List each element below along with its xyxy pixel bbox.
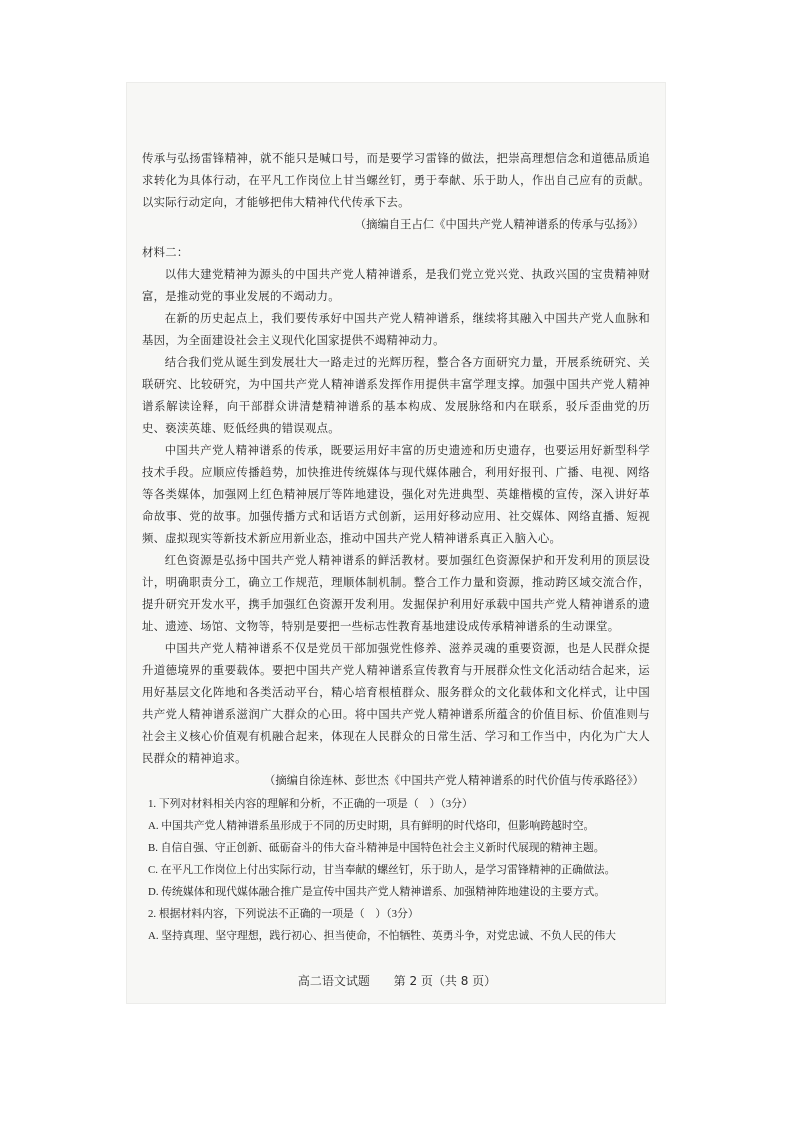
material-2-label: 材料二： bbox=[142, 245, 189, 259]
footer-subject: 高二语文试题 bbox=[297, 974, 370, 988]
footer-page-number: 第 2 页（共 8 页） bbox=[393, 974, 497, 988]
question-1-option-c: C. 在平凡工作岗位上付出实际行动，甘当奉献的螺丝钉，乐于助人，是学习雷锋精神的正确做法。 bbox=[148, 864, 616, 876]
question-2: 2. 根据材料内容，下列说法不正确的一项是（ ）（3分） bbox=[148, 908, 419, 920]
paragraph-7: 中国共产党人精神谱系不仅是党员干部加强党性修养、滋养灵魂的重要资源，也是人民群众提升道德境界的重要载体。要把中国共产党人精神谱系宣传教育与开展群众性文化活动结合起来，运用好基层文化阵地和各类活动平台，精心培育根植群众、服务群众的文化载体和文化样式，让中国共产党人精神谱系滋润广大群众的心田。将中国共产党人精神谱系所蕴含的价值目标、价值准则与社会主义核心价值观有机融合起来，体现在人民群众的日常生活、学习和工作当中，内化为广大人民群众的精神追求。 bbox=[142, 641, 650, 765]
paragraph-5: 中国共产党人精神谱系的传承，既要运用好丰富的历史遗迹和历史遗存，也要运用好新型科学技术手段。应顺应传播趋势，加快推进传统媒体与现代媒体融合，利用好报刊、广播、电视、网络等各类媒体，加强网上红色精神展厅等阵地建设，强化对先进典型、英雄楷模的宣传，深入讲好革命故事、党的故事。加强传播方式和话语方式创新，运用好移动应用、社交媒体、网络直播、短视频、虚拟现实等新技术新应用新业态，推动中国共产党人精神谱系真正入脑入心。 bbox=[142, 443, 650, 545]
source-citation-2: （摘编自徐连林、彭世杰《中国共产党人精神谱系的时代价值与传承路径》） bbox=[263, 773, 644, 787]
paragraph-6: 红色资源是弘扬中国共产党人精神谱系的鲜活教材。要加强红色资源保护和开发利用的顶层设计，明确职责分工，确立工作规范，理顺体制机制。整合工作力量和资源，推动跨区域交流合作，提升研究开发水平，携手加强红色资源开发利用。发掘保护利用好承载中国共产党人精神谱系的遗址、遗迹、场馆、文物等，特别是要把一些标志性教育基地建设成传承精神谱系的生动课堂。 bbox=[142, 553, 650, 633]
page-footer bbox=[0, 972, 794, 989]
question-1: 1. 下列对材料相关内容的理解和分析，不正确的一项是（ ）（3分） bbox=[148, 798, 473, 810]
source-citation-1: （摘编自王占仁《中国共产党人精神谱系的传承与弘扬》） bbox=[354, 217, 644, 231]
paragraph-4: 结合我们党从诞生到发展壮大一路走过的光辉历程，整合各方面研究力量，开展系统研究、关联研究、比较研究，为中国共产党人精神谱系发挥作用提供丰富学理支撑。加强中国共产党人精神谱系解读诠释，向干部群众讲清楚精神谱系的基本构成、发展脉络和内在联系，驳斥歪曲党的历史、亵渎英雄、贬低经典的错误观点。 bbox=[142, 355, 650, 435]
paragraph-3: 在新的历史起点上，我们要传承好中国共产党人精神谱系，继续将其融入中国共产党人血脉和基因，为全面建设社会主义现代化国家提供不竭精神动力。 bbox=[142, 311, 650, 347]
paragraph-2: 以伟大建党精神为源头的中国共产党人精神谱系，是我们党立党兴党、执政兴国的宝贵精神财富，是推动党的事业发展的不竭动力。 bbox=[142, 267, 650, 303]
paragraph-1: 传承与弘扬雷锋精神，就不能只是喊口号，而是要学习雷锋的做法，把崇高理想信念和道德品质追求转化为具体行动，在平凡工作岗位上甘当螺丝钉，勇于奉献、乐于助人，作出自己应有的贡献。以实际行动定向，才能够把伟大精神代代传承下去。 bbox=[142, 151, 650, 209]
question-1-option-d: D. 传统媒体和现代媒体融合推广是宣传中国共产党人精神谱系、加强精神阵地建设的主要方式。 bbox=[148, 886, 606, 898]
question-1-option-a: A. 中国共产党人精神谱系虽形成于不同的历史时期，具有鲜明的时代烙印，但影响跨越时空。 bbox=[148, 820, 595, 832]
question-2-option-a: A. 坚持真理、坚守理想，践行初心、担当使命，不怕牺牲、英勇斗争，对党忠诚、不负人民的伟大 bbox=[148, 930, 617, 942]
question-1-option-b: B. 自信自强、守正创新、砥砺奋斗的伟大奋斗精神是中国特色社会主义新时代展现的精神主题。 bbox=[148, 842, 605, 854]
